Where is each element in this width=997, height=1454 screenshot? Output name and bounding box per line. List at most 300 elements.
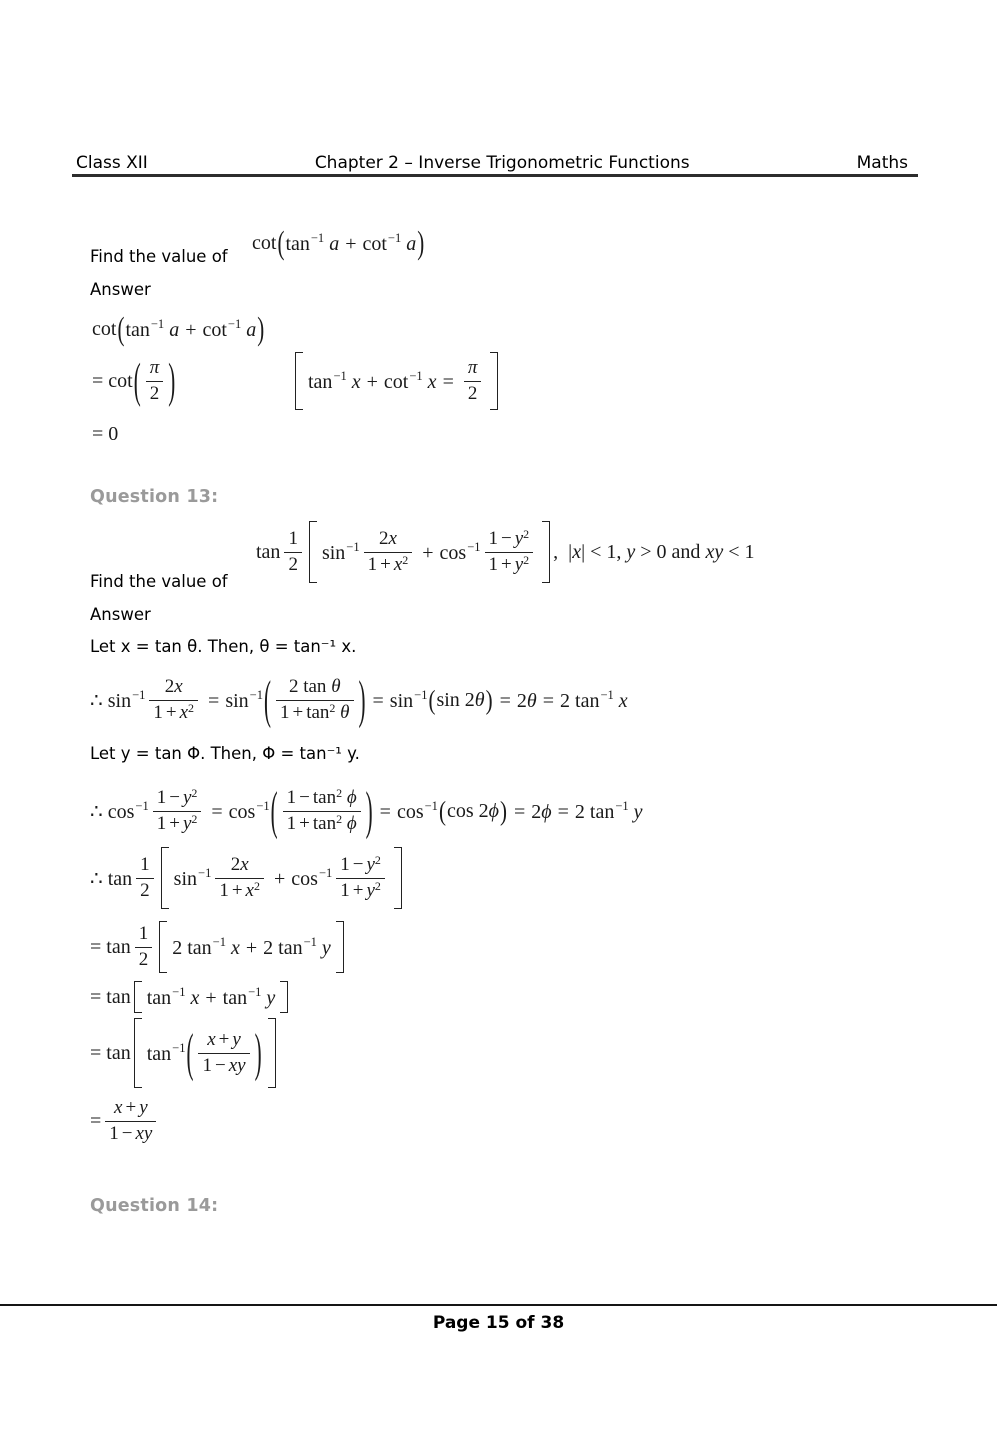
math-token: x — [393, 553, 403, 575]
math-token: | — [568, 540, 573, 563]
footer-rule — [0, 1304, 997, 1306]
math-token: 1 — [109, 1122, 119, 1144]
math-token: + — [352, 879, 364, 901]
math-token — [215, 878, 264, 904]
math-token — [172, 935, 331, 960]
math-token: = — [442, 370, 454, 393]
fraction — [284, 527, 302, 577]
math-token: ϕ — [488, 799, 499, 822]
left-paren: ( — [270, 779, 278, 840]
math-token: 2 — [336, 785, 343, 800]
math-token: 2 — [378, 527, 389, 549]
math-token: 1 — [279, 701, 290, 723]
math-token: cot — [202, 318, 227, 341]
math-token: − — [299, 786, 310, 808]
math-token: 2 — [288, 675, 299, 697]
math-token: cos — [228, 800, 256, 823]
math-token — [485, 552, 534, 578]
math-token — [416, 540, 480, 565]
math-token — [494, 688, 628, 713]
math-token: a — [246, 318, 257, 341]
math-token — [367, 688, 428, 713]
math-token — [110, 1096, 152, 1121]
math-token: = — [211, 800, 223, 823]
math-token: + — [299, 812, 310, 834]
right-paren: ) — [168, 352, 176, 408]
fraction — [215, 853, 264, 903]
math-token: 2 — [191, 811, 198, 826]
math-token: 2 — [374, 878, 381, 893]
math-token — [161, 675, 187, 700]
math-token: y — [626, 540, 636, 563]
math-token: = — [90, 935, 102, 958]
math-token — [92, 370, 133, 393]
math-token: sin — [173, 867, 198, 890]
math-token: sin — [225, 689, 249, 712]
math-token — [205, 799, 269, 824]
math-token: 2 — [531, 800, 542, 823]
math-token: −1 — [310, 230, 325, 245]
math-token — [285, 231, 416, 256]
math-token: < — [728, 540, 740, 563]
math-token: cos — [107, 800, 135, 823]
math-token: 1 — [288, 527, 298, 549]
math-token: y — [514, 527, 524, 549]
math-token — [174, 866, 212, 891]
q12-prompt-formula — [252, 222, 425, 264]
math-token: π — [467, 356, 478, 378]
math-token: cot — [383, 370, 409, 393]
math-token: tan — [106, 1041, 131, 1064]
step-let-x: Let x = tan θ. Then, θ = tan⁻¹ x. — [90, 637, 357, 656]
math-token: 1 — [286, 786, 297, 808]
math-token: y — [266, 986, 276, 1009]
math-token: −1 — [600, 687, 614, 702]
math-token: y — [139, 1096, 148, 1118]
math-token: x — [174, 675, 183, 697]
math-token — [364, 552, 413, 578]
math-token: 2 — [284, 552, 302, 578]
math-token: cot — [252, 231, 277, 254]
right-bracket — [280, 981, 288, 1013]
math-token — [153, 811, 202, 837]
math-token — [375, 527, 401, 552]
equation-sin-substitution — [90, 669, 628, 731]
math-token: sin — [107, 689, 132, 712]
math-token: y — [633, 800, 643, 823]
math-token: −1 — [303, 934, 317, 949]
math-token: + — [501, 553, 512, 575]
right-bracket — [268, 1018, 276, 1088]
left-bracket — [309, 521, 317, 583]
math-token: −1 — [172, 984, 186, 999]
math-token: −1 — [467, 539, 481, 554]
math-token: −1 — [227, 316, 242, 331]
math-token: 2 — [402, 552, 409, 567]
math-token: + — [165, 701, 177, 723]
math-token: = — [499, 689, 511, 712]
math-token — [203, 1028, 245, 1053]
math-token: x — [179, 701, 189, 723]
equation-cos-substitution — [90, 779, 643, 843]
math-token: 0 — [656, 540, 667, 563]
equation-final-result — [90, 1095, 160, 1147]
fraction — [485, 527, 534, 577]
math-token: y — [232, 1028, 241, 1050]
find-label: Find the value of — [90, 572, 228, 591]
math-token: −1 — [346, 539, 360, 554]
math-token: tan — [146, 1042, 172, 1065]
math-token: 2 — [478, 799, 489, 822]
fraction — [336, 853, 385, 903]
math-token: −1 — [424, 798, 438, 813]
fraction — [153, 786, 202, 836]
left-bracket — [159, 921, 167, 973]
math-token: 1 — [367, 553, 378, 575]
math-token: tan — [306, 701, 330, 723]
math-token: − — [169, 786, 180, 808]
math-token: tan — [285, 232, 310, 255]
math-token — [90, 799, 149, 824]
math-token: sin — [436, 688, 460, 711]
math-token: x — [351, 370, 361, 393]
math-token: x — [207, 1028, 216, 1050]
math-token: + — [292, 701, 304, 723]
math-token — [283, 786, 361, 811]
math-token: − — [352, 853, 364, 875]
math-token: ∴ — [90, 689, 103, 712]
math-token: −1 — [212, 934, 226, 949]
find-label: Find the value of — [90, 247, 228, 266]
left-bracket — [134, 1018, 142, 1088]
math-token: cot — [362, 232, 387, 255]
math-token: cos — [446, 799, 474, 822]
math-token: = — [372, 689, 384, 712]
math-token: tan — [222, 986, 248, 1009]
math-token: 2 — [164, 675, 175, 697]
math-token: 1 — [138, 922, 149, 944]
math-token: 1 — [202, 1054, 212, 1076]
math-token: −1 — [249, 687, 263, 702]
left-bracket — [295, 352, 303, 410]
math-token: 2 — [560, 689, 571, 712]
math-token: 2 — [191, 785, 198, 800]
math-token: tan — [303, 675, 327, 697]
math-token: 2 — [230, 853, 241, 875]
equation-cot-pi-over-2 — [92, 352, 176, 410]
right-paren: ) — [365, 779, 373, 840]
math-token: 1 — [140, 853, 150, 875]
math-token — [285, 675, 345, 700]
math-token: 1 — [286, 812, 297, 834]
math-token: + — [380, 553, 391, 575]
math-token: = — [90, 1109, 102, 1132]
left-paren: ( — [428, 683, 436, 715]
math-token: + — [125, 1096, 137, 1118]
math-token: = — [379, 800, 391, 823]
math-token: ∴ — [90, 800, 103, 823]
math-token: tan — [106, 985, 131, 1008]
math-token — [92, 423, 118, 446]
left-bracket — [161, 847, 169, 909]
math-token: tan — [125, 318, 150, 341]
right-bracket — [336, 921, 344, 973]
math-token: 2 — [146, 381, 164, 407]
math-token: 2 — [336, 811, 343, 826]
fraction — [105, 1096, 156, 1146]
math-token: < — [590, 540, 602, 563]
math-token: tan — [187, 936, 212, 959]
math-token: − — [501, 527, 512, 549]
math-token: x — [190, 986, 200, 1009]
math-token: x — [230, 936, 240, 959]
math-token: 2 — [253, 878, 260, 893]
math-token: y — [182, 812, 192, 834]
math-token: 2 — [516, 689, 527, 712]
math-token: + — [422, 541, 434, 564]
equation-cot-expression — [92, 308, 265, 350]
fraction — [146, 356, 164, 406]
math-token: ∴ — [90, 867, 103, 890]
math-token: tan — [575, 689, 600, 712]
math-token: tan — [256, 540, 281, 563]
math-token: tan — [107, 867, 133, 890]
math-token: cos — [439, 541, 467, 564]
math-token: −1 — [150, 316, 165, 331]
math-token — [374, 799, 438, 824]
math-token: y — [321, 936, 331, 959]
math-token: a — [406, 232, 417, 255]
math-token: −1 — [172, 1040, 186, 1055]
math-token: − — [121, 1122, 133, 1144]
math-token: = — [208, 689, 220, 712]
math-token: + — [273, 867, 286, 890]
fraction — [136, 853, 154, 903]
left-paren: ( — [277, 223, 285, 261]
math-token — [322, 540, 360, 565]
header-class: Class XII — [76, 153, 148, 173]
math-token — [90, 936, 131, 959]
right-paren: ) — [499, 794, 507, 826]
math-token — [308, 369, 460, 394]
math-token: y — [182, 786, 192, 808]
right-paren: ) — [358, 668, 366, 729]
math-token: + — [345, 232, 357, 255]
math-token: 2 — [374, 852, 381, 867]
header-subject: Maths — [856, 153, 908, 173]
math-token: ϕ — [346, 812, 357, 834]
math-token: 2 — [329, 700, 336, 715]
math-token — [90, 866, 132, 891]
math-token — [447, 800, 499, 823]
math-token: ϕ — [346, 786, 357, 808]
math-token: = — [92, 422, 104, 445]
math-token: + — [231, 879, 243, 901]
math-token: 2 — [574, 800, 585, 823]
answer-label: Answer — [90, 280, 151, 299]
math-token: xy — [228, 1054, 246, 1076]
math-token — [198, 1053, 249, 1079]
math-token: cot — [92, 317, 117, 340]
math-token: x — [618, 689, 628, 712]
equation-result-zero — [92, 420, 118, 448]
equation-tan-sum — [90, 981, 291, 1013]
right-paren: ) — [417, 223, 425, 261]
identity-note — [292, 352, 501, 410]
math-token — [508, 799, 643, 824]
math-token — [336, 853, 385, 878]
math-token — [436, 689, 484, 712]
math-token: 1, — [606, 540, 622, 563]
math-token — [276, 700, 354, 726]
q13-condition — [553, 541, 754, 564]
math-token: 1 — [156, 812, 167, 834]
math-token: tan — [308, 370, 333, 393]
right-bracket — [490, 352, 498, 410]
math-token: xy — [135, 1122, 153, 1144]
math-token — [149, 700, 198, 726]
math-token: 2 — [523, 526, 530, 541]
math-token: −1 — [198, 865, 212, 880]
question-14-heading: Question 14: — [90, 1196, 219, 1216]
step-let-y: Let y = tan Φ. Then, Φ = tan⁻¹ y. — [90, 744, 360, 763]
math-token: y — [514, 553, 524, 575]
math-token — [147, 985, 276, 1010]
fraction — [464, 356, 482, 406]
math-token: = — [90, 985, 102, 1008]
math-token: 2 — [263, 936, 274, 959]
math-token: a — [169, 318, 180, 341]
math-token: 1 — [744, 540, 755, 563]
math-token: π — [149, 356, 160, 378]
right-paren: ) — [485, 683, 493, 715]
question-13-heading: Question 13: — [90, 487, 219, 507]
math-token: sin — [321, 541, 346, 564]
math-token: 2 — [172, 936, 183, 959]
left-paren: ( — [186, 1021, 194, 1082]
math-token: tan — [146, 986, 172, 1009]
math-token — [90, 1042, 131, 1065]
math-token: x — [572, 540, 582, 563]
right-paren: ) — [257, 309, 265, 347]
math-token: | — [581, 540, 586, 563]
math-token: θ — [331, 675, 341, 697]
math-token: sin — [389, 689, 414, 712]
math-token: = — [90, 1041, 102, 1064]
math-token: tan — [312, 812, 337, 834]
fraction — [283, 786, 361, 836]
math-token: ϕ — [541, 800, 552, 823]
math-token: −1 — [248, 984, 262, 999]
math-token: 2 — [464, 381, 482, 407]
math-token — [92, 318, 116, 341]
math-token: 2 — [523, 552, 530, 567]
math-token: y — [366, 879, 375, 901]
math-token: x — [388, 527, 397, 549]
math-token: 1 — [156, 786, 167, 808]
math-token — [252, 232, 276, 255]
math-token: θ — [340, 701, 350, 723]
math-token: and — [671, 540, 701, 563]
math-token: = — [557, 800, 569, 823]
math-token: + — [245, 936, 258, 959]
math-token: x — [427, 370, 437, 393]
math-token: 1 — [488, 527, 499, 549]
right-paren: ) — [254, 1021, 262, 1082]
header-chapter-title: Chapter 2 – Inverse Trigonometric Functions — [314, 153, 690, 173]
math-token: 2 — [135, 947, 153, 973]
left-paren: ( — [438, 794, 446, 826]
math-token: 1 — [488, 553, 499, 575]
fraction — [135, 922, 153, 972]
math-token: x — [245, 879, 254, 901]
fraction — [149, 675, 198, 725]
left-paren: ( — [133, 352, 141, 408]
math-token: θ — [474, 688, 485, 711]
math-token: −1 — [132, 687, 146, 702]
math-token — [268, 866, 332, 891]
left-paren: ( — [263, 668, 271, 729]
math-token: x — [240, 853, 249, 875]
fraction — [364, 527, 413, 577]
math-token: 1 — [153, 701, 163, 723]
fraction — [198, 1028, 249, 1078]
right-bracket — [542, 521, 550, 583]
math-token: cos — [396, 800, 424, 823]
math-token: + — [185, 318, 197, 341]
math-token: −1 — [414, 687, 428, 702]
page-number: Page 15 of 38 — [432, 1313, 565, 1333]
math-token: 2 — [136, 878, 154, 904]
math-token: θ — [526, 689, 537, 712]
math-token — [227, 853, 253, 878]
math-token — [283, 811, 361, 837]
math-token: + — [169, 812, 180, 834]
math-token: −1 — [333, 368, 347, 383]
math-token — [125, 317, 256, 342]
math-token — [90, 1110, 101, 1133]
math-token: a — [329, 232, 340, 255]
math-token — [147, 1041, 186, 1066]
math-token: −1 — [256, 798, 270, 813]
math-token: cos — [291, 867, 318, 890]
math-token: 0 — [108, 422, 119, 445]
math-token: 2 — [464, 688, 475, 711]
math-token: > — [640, 540, 652, 563]
math-token: 1 — [340, 879, 350, 901]
math-token — [90, 986, 131, 1009]
math-token: + — [205, 986, 217, 1009]
answer-label: Answer — [90, 605, 151, 624]
math-token: −1 — [135, 798, 149, 813]
math-token: tan — [106, 935, 131, 958]
header-rule — [72, 174, 918, 177]
math-token: + — [366, 370, 378, 393]
math-token: 2 — [188, 700, 195, 715]
math-token: + — [218, 1028, 230, 1050]
equation-tan-half-sum — [90, 847, 405, 909]
math-token — [153, 786, 202, 811]
right-bracket — [394, 847, 402, 909]
page-header — [76, 152, 908, 173]
math-token: 1 — [219, 879, 229, 901]
left-paren: ( — [117, 309, 125, 347]
math-token: −1 — [387, 230, 402, 245]
math-token: −1 — [409, 368, 423, 383]
math-token — [105, 1121, 156, 1147]
math-token — [256, 541, 280, 564]
math-token — [485, 527, 534, 552]
